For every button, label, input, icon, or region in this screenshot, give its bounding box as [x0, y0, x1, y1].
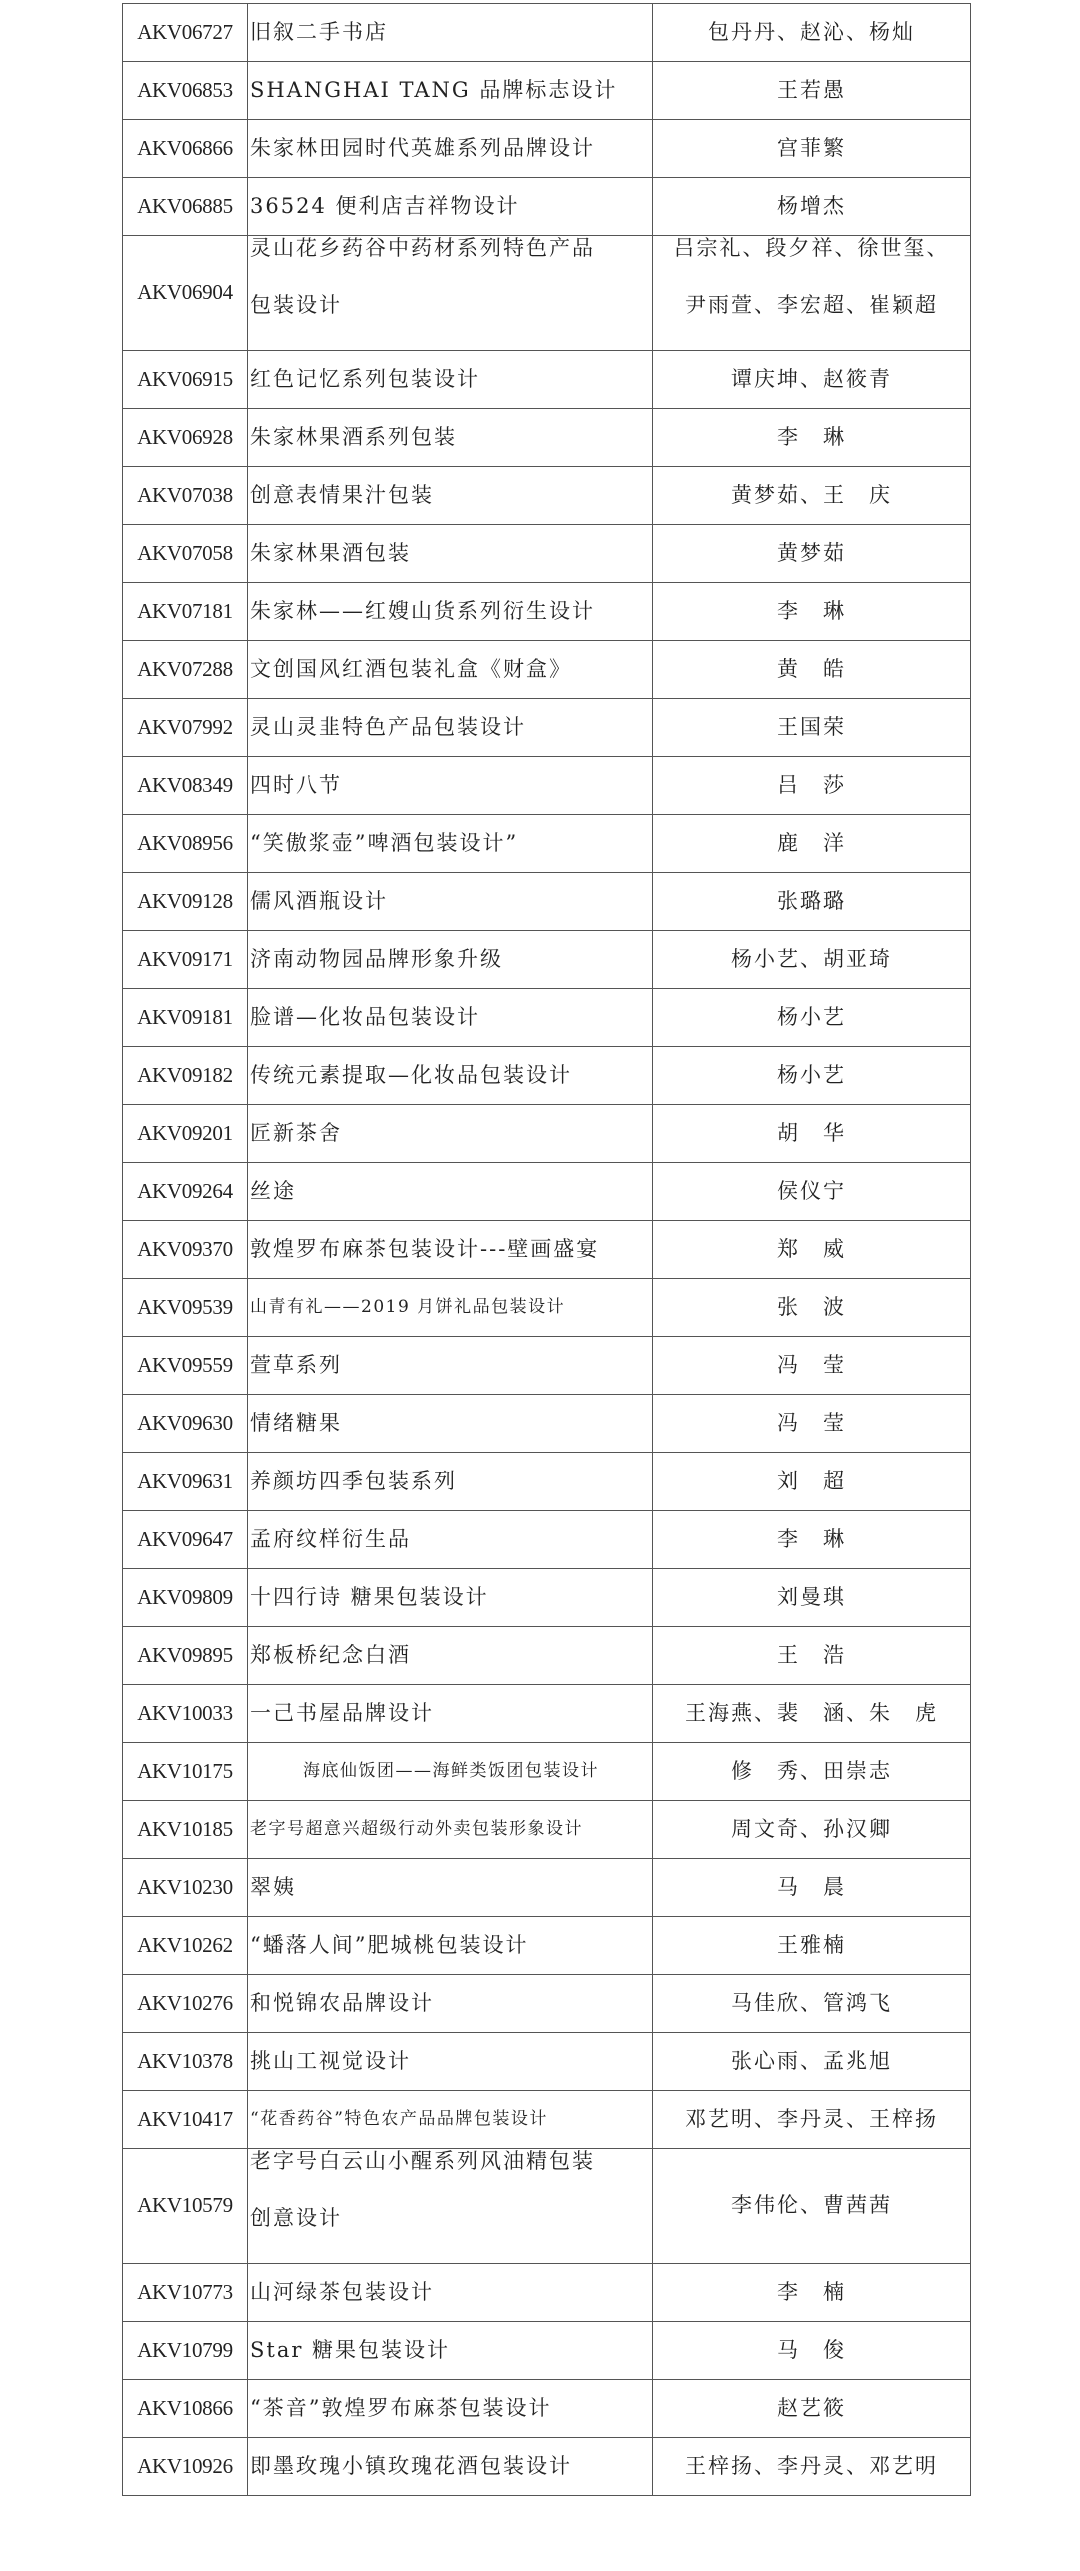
- entry-code-cell: AKV06928: [123, 409, 248, 467]
- entry-title-cell: 孟府纹样衍生品: [248, 1511, 653, 1569]
- table-row: [123, 120, 971, 178]
- entry-authors-line: 尹雨萱、李宏超、崔颖超: [685, 293, 938, 317]
- entry-authors-cell: 赵艺筱: [653, 2380, 971, 2438]
- entry-title-cell: SHANGHAI TANG 品牌标志设计: [248, 62, 653, 120]
- entry-title-cell: 旧叙二手书店: [248, 4, 653, 62]
- entry-title-cell: 山河绿茶包装设计: [248, 2264, 653, 2322]
- entry-title-cell: 挑山工视觉设计: [248, 2033, 653, 2091]
- table-row: [123, 467, 971, 525]
- entry-authors-cell: 王雅楠: [653, 1917, 971, 1975]
- entry-title-cell: 翠姨: [248, 1859, 653, 1917]
- entry-title-cell: 和悦锦农品牌设计: [248, 1975, 653, 2033]
- entry-title-cell: Star 糖果包装设计: [248, 2322, 653, 2380]
- entry-title-cell: 匠新茶舍: [248, 1105, 653, 1163]
- entry-code-cell: AKV09647: [123, 1511, 248, 1569]
- table-row: [123, 989, 971, 1047]
- table-row: [123, 351, 971, 409]
- entry-title-line: 创意设计: [250, 2206, 342, 2230]
- entry-authors-cell: 马 俊: [653, 2322, 971, 2380]
- award-list-sheet: [122, 3, 970, 2496]
- entry-code-cell: AKV06727: [123, 4, 248, 62]
- entry-authors-cell: 李 琳: [653, 1511, 971, 1569]
- table-row: [123, 583, 971, 641]
- entry-authors-cell: 鹿 洋: [653, 815, 971, 873]
- table-row: [123, 178, 971, 236]
- entry-code-cell: AKV10866: [123, 2380, 248, 2438]
- entry-code-cell: AKV10033: [123, 1685, 248, 1743]
- entry-code-cell: AKV09128: [123, 873, 248, 931]
- entry-title-cell: 情绪糖果: [248, 1395, 653, 1453]
- entry-title-cell: 十四行诗 糖果包装设计: [248, 1569, 653, 1627]
- table-row: [123, 1627, 971, 1685]
- entry-code-cell: AKV09370: [123, 1221, 248, 1279]
- entry-code-cell: AKV09631: [123, 1453, 248, 1511]
- table-row: [123, 1163, 971, 1221]
- entry-code-cell: AKV06866: [123, 120, 248, 178]
- entry-authors-cell: 李 楠: [653, 2264, 971, 2322]
- table-row: [123, 2322, 971, 2380]
- table-row: [123, 2033, 971, 2091]
- table-row: [123, 1279, 971, 1337]
- entry-code-cell: AKV10799: [123, 2322, 248, 2380]
- table-row: [123, 2438, 971, 2496]
- entry-title-line: 包装设计: [250, 293, 342, 317]
- entry-authors-cell: 杨小艺: [653, 989, 971, 1047]
- table-row: [123, 1859, 971, 1917]
- entry-code-cell: AKV07181: [123, 583, 248, 641]
- entry-title-cell: 脸谱—化妆品包装设计: [248, 989, 653, 1047]
- table-row: [123, 699, 971, 757]
- entry-title-cell: “蟠落人间”肥城桃包装设计: [248, 1917, 653, 1975]
- table-row: [123, 1047, 971, 1105]
- table-row: [123, 62, 971, 120]
- entry-authors-cell: 李伟伦、曹茜茜: [653, 2149, 971, 2264]
- entry-authors-cell: 杨小艺: [653, 1047, 971, 1105]
- entry-title-cell: 即墨玫瑰小镇玫瑰花酒包装设计: [248, 2438, 653, 2496]
- entry-title-cell: 儒风酒瓶设计: [248, 873, 653, 931]
- entry-title-cell: 郑板桥纪念白酒: [248, 1627, 653, 1685]
- entry-code-cell: AKV10926: [123, 2438, 248, 2496]
- entry-authors-cell: 黄梦茹、王 庆: [653, 467, 971, 525]
- entry-title-cell: 四时八节: [248, 757, 653, 815]
- entry-title-cell: 文创国风红酒包装礼盒《财盒》: [248, 641, 653, 699]
- entry-authors-cell: 刘曼琪: [653, 1569, 971, 1627]
- table-row: [123, 1453, 971, 1511]
- table-row: [123, 409, 971, 467]
- entry-authors-cell: 王海燕、裴 涵、朱 虎: [653, 1685, 971, 1743]
- table-row: [123, 1221, 971, 1279]
- entry-authors-cell: 侯仪宁: [653, 1163, 971, 1221]
- entry-title-cell: 朱家林——红嫂山货系列衍生设计: [248, 583, 653, 641]
- entry-code-cell: AKV07288: [123, 641, 248, 699]
- entry-code-cell: AKV10230: [123, 1859, 248, 1917]
- entry-authors-cell: 王梓扬、李丹灵、邓艺明: [653, 2438, 971, 2496]
- entry-code-cell: AKV06904: [123, 236, 248, 351]
- entry-authors-cell: 包丹丹、赵沁、杨灿: [653, 4, 971, 62]
- entry-authors-cell: 杨增杰: [653, 178, 971, 236]
- entry-code-cell: AKV10579: [123, 2149, 248, 2264]
- entry-title-cell: 老字号超意兴超级行动外卖包装形象设计: [248, 1801, 653, 1859]
- entry-authors-cell: 李 琳: [653, 583, 971, 641]
- award-table-body: [123, 4, 971, 2496]
- entry-title-cell: 一己书屋品牌设计: [248, 1685, 653, 1743]
- entry-title-cell: 创意表情果汁包装: [248, 467, 653, 525]
- entry-title-line: 灵山花乡药谷中药材系列特色产品: [250, 236, 595, 260]
- entry-title-cell: 红色记忆系列包装设计: [248, 351, 653, 409]
- entry-title-cell: 山青有礼——2019 月饼礼品包装设计: [248, 1279, 653, 1337]
- table-row: [123, 815, 971, 873]
- table-row: [123, 873, 971, 931]
- entry-authors-cell: 郑 威: [653, 1221, 971, 1279]
- entry-code-cell: AKV07038: [123, 467, 248, 525]
- entry-title-line: 老字号白云山小醒系列风油精包装: [250, 2149, 595, 2173]
- entry-title-cell: “花香药谷”特色农产品品牌包装设计: [248, 2091, 653, 2149]
- entry-authors-cell: 黄 皓: [653, 641, 971, 699]
- entry-code-cell: AKV06915: [123, 351, 248, 409]
- entry-code-cell: AKV09171: [123, 931, 248, 989]
- entry-authors-cell: 王若愚: [653, 62, 971, 120]
- entry-code-cell: AKV07992: [123, 699, 248, 757]
- table-row: [123, 1917, 971, 1975]
- table-row: [123, 1395, 971, 1453]
- table-row: [123, 2149, 971, 2264]
- entry-code-cell: AKV10262: [123, 1917, 248, 1975]
- entry-title-cell: 朱家林果酒包装: [248, 525, 653, 583]
- entry-code-cell: AKV10378: [123, 2033, 248, 2091]
- entry-code-cell: AKV09264: [123, 1163, 248, 1221]
- entry-title-cell: “茶音”敦煌罗布麻茶包装设计: [248, 2380, 653, 2438]
- entry-code-cell: AKV09559: [123, 1337, 248, 1395]
- table-row: [123, 1685, 971, 1743]
- entry-title-cell: 传统元素提取—化妆品包装设计: [248, 1047, 653, 1105]
- entry-code-cell: AKV09630: [123, 1395, 248, 1453]
- table-row: [123, 931, 971, 989]
- table-row: [123, 4, 971, 62]
- entry-title-cell: 朱家林田园时代英雄系列品牌设计: [248, 120, 653, 178]
- entry-authors-cell: 张 波: [653, 1279, 971, 1337]
- entry-authors-cell: 马佳欣、管鸿飞: [653, 1975, 971, 2033]
- entry-code-cell: AKV10773: [123, 2264, 248, 2322]
- entry-authors-cell: 王 浩: [653, 1627, 971, 1685]
- entry-code-cell: AKV09895: [123, 1627, 248, 1685]
- entry-authors-cell: 邓艺明、李丹灵、王梓扬: [653, 2091, 971, 2149]
- entry-code-cell: AKV10417: [123, 2091, 248, 2149]
- entry-title-cell: 朱家林果酒系列包装: [248, 409, 653, 467]
- entry-code-cell: AKV09201: [123, 1105, 248, 1163]
- entry-authors-cell: 胡 华: [653, 1105, 971, 1163]
- entry-authors-cell: 吕 莎: [653, 757, 971, 815]
- entry-code-cell: AKV09539: [123, 1279, 248, 1337]
- entry-title-cell: 灵山灵韭特色产品包装设计: [248, 699, 653, 757]
- entry-authors-cell: 冯 莹: [653, 1395, 971, 1453]
- entry-title-cell: 养颜坊四季包装系列: [248, 1453, 653, 1511]
- entry-authors-cell: 李 琳: [653, 409, 971, 467]
- table-row: [123, 1975, 971, 2033]
- entry-authors-cell: 张璐璐: [653, 873, 971, 931]
- entry-code-cell: AKV10175: [123, 1743, 248, 1801]
- entry-authors-cell: 宫菲繁: [653, 120, 971, 178]
- table-row: [123, 1105, 971, 1163]
- table-row: [123, 1511, 971, 1569]
- entry-title-cell: 海底仙饭团——海鲜类饭团包装设计: [248, 1743, 653, 1801]
- entry-title-cell: “笑傲浆壶”啤酒包装设计”: [248, 815, 653, 873]
- entry-code-cell: AKV09809: [123, 1569, 248, 1627]
- entry-authors-cell: 王国荣: [653, 699, 971, 757]
- entry-authors-cell: 杨小艺、胡亚琦: [653, 931, 971, 989]
- entry-code-cell: AKV06885: [123, 178, 248, 236]
- entry-title-cell: 丝途: [248, 1163, 653, 1221]
- table-row: [123, 641, 971, 699]
- entry-code-cell: AKV09182: [123, 1047, 248, 1105]
- table-row: [123, 236, 971, 351]
- entry-code-cell: AKV10276: [123, 1975, 248, 2033]
- entry-authors-cell: 谭庆坤、赵筱青: [653, 351, 971, 409]
- entry-title-cell: [248, 236, 653, 351]
- table-row: [123, 2091, 971, 2149]
- entry-code-cell: AKV09181: [123, 989, 248, 1047]
- entry-title-cell: [248, 2149, 653, 2264]
- entry-authors-line: 吕宗礼、段夕祥、徐世玺、: [673, 236, 950, 260]
- table-row: [123, 2380, 971, 2438]
- table-row: [123, 525, 971, 583]
- entry-code-cell: AKV06853: [123, 62, 248, 120]
- table-row: [123, 1569, 971, 1627]
- entry-title-cell: 36524 便利店吉祥物设计: [248, 178, 653, 236]
- entry-title-cell: 萱草系列: [248, 1337, 653, 1395]
- entry-authors-cell: 周文奇、孙汉卿: [653, 1801, 971, 1859]
- table-row: [123, 2264, 971, 2322]
- entry-authors-cell: [653, 236, 971, 351]
- table-row: [123, 1801, 971, 1859]
- entry-code-cell: AKV07058: [123, 525, 248, 583]
- entry-authors-cell: 刘 超: [653, 1453, 971, 1511]
- entry-title-cell: 敦煌罗布麻茶包装设计---壁画盛宴: [248, 1221, 653, 1279]
- entry-authors-cell: 马 晨: [653, 1859, 971, 1917]
- entry-code-cell: AKV08956: [123, 815, 248, 873]
- table-row: [123, 757, 971, 815]
- entry-authors-cell: 黄梦茹: [653, 525, 971, 583]
- entry-authors-cell: 冯 莹: [653, 1337, 971, 1395]
- entry-code-cell: AKV10185: [123, 1801, 248, 1859]
- table-row: [123, 1337, 971, 1395]
- entry-code-cell: AKV08349: [123, 757, 248, 815]
- entry-authors-cell: 修 秀、田崇志: [653, 1743, 971, 1801]
- table-row: [123, 1743, 971, 1801]
- entry-authors-cell: 张心雨、孟兆旭: [653, 2033, 971, 2091]
- award-table: [122, 3, 971, 2496]
- entry-title-cell: 济南动物园品牌形象升级: [248, 931, 653, 989]
